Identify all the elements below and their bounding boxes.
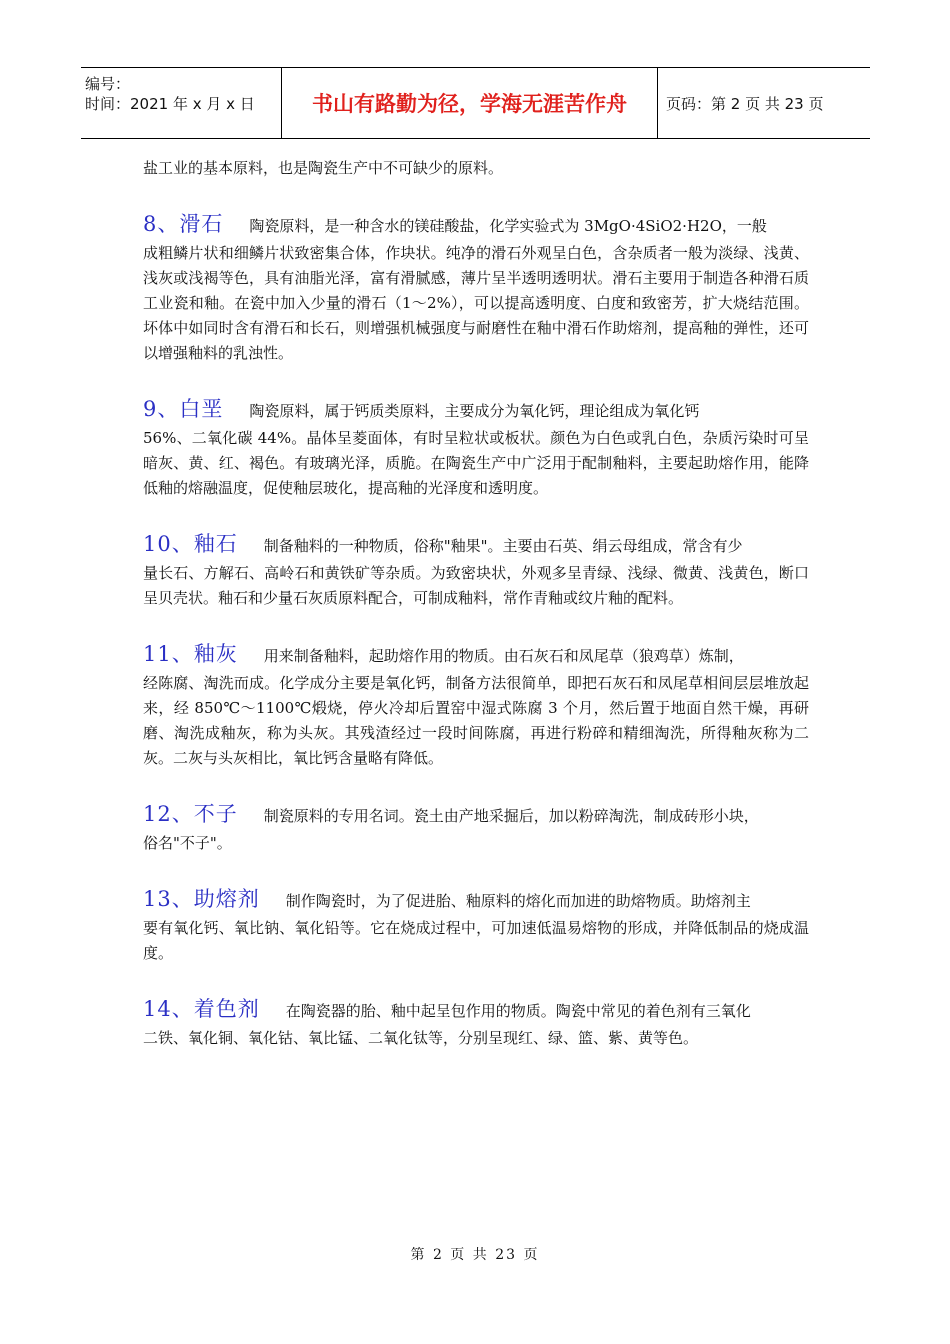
header-meta: [81, 68, 282, 138]
entry-body: 俗名"不子"。: [143, 834, 232, 852]
entry-glaze-stone: [143, 529, 809, 611]
entry-body: 要有氧化钙、氧比钠、氧化铅等。它在烧成过程中，可加速低温易熔物的形成，并降低制品的烧成温度。: [143, 919, 809, 962]
entry-term: 10、釉石: [143, 532, 238, 556]
entry-term: 9、白垩: [143, 397, 224, 421]
header-page-label: 页码：第 2 页 共 23 页: [666, 94, 824, 113]
page-footer: 第 2 页 共 23 页: [410, 1247, 540, 1263]
entry-first-line: 陶瓷原料，属于钙质类原料，主要成分为氧化钙，理论组成为氧化钙: [249, 402, 700, 420]
page-header: [81, 67, 870, 139]
entry-first-line: 制作陶瓷时，为了促进胎、釉原料的熔化而加进的助熔物质。助熔剂主: [285, 892, 751, 910]
entry-term: 8、滑石: [143, 212, 224, 236]
code-label: 编号：: [85, 75, 131, 93]
entry-term: 14、着色剂: [143, 997, 260, 1021]
lead-paragraph: 盐工业的基本原料，也是陶瓷生产中不可缺少的原料。: [143, 159, 504, 177]
entry-body: 量长石、方解石、高岭石和黄铁矿等杂质。为致密块状，外观多呈青绿、浅绿、微黄、浅黄色，断口呈贝壳状。釉石和少量石灰质原料配合，可制成釉料，常作青釉或纹片釉的配料。: [143, 564, 809, 607]
entry-flux: [143, 884, 809, 966]
entry-talc: [143, 209, 809, 366]
entry-term: 13、助熔剂: [143, 887, 260, 911]
entry-glaze-ash: [143, 639, 809, 771]
time-label: 时间：2021 年 x 月 x 日: [85, 95, 255, 113]
entry-first-line: 陶瓷原料，是一种含水的镁硅酸盐，化学实验式为 3MgO·4SiO2·H2O，一般: [249, 217, 767, 235]
entry-first-line: 用来制备釉料，起助熔作用的物质。由石灰石和凤尾草（狼鸡草）炼制，: [263, 647, 744, 665]
header-motto: 书山有路勤为径，学海无涯苦作舟: [282, 68, 658, 138]
entry-body: 二铁、氧化铜、氧化钴、氧比锰、二氧化钛等，分别呈现红、绿、篮、紫、黄等色。: [143, 1029, 699, 1047]
entry-body: 经陈腐、淘洗而成。化学成分主要是氧化钙，制备方法很简单，即把石灰石和凤尾草相间层层堆放起来，经 850℃～1100℃煅烧，停火冷却后置窑中湿式陈腐 3 个月，然后置于地面自然干燥，再研磨、淘洗成釉灰，称为头灰。其残渣经过一段时间陈腐，再进行粉碎和精细淘洗，所得釉灰称为二灰。二灰与头灰相比，氧比钙含量略有降低。: [143, 674, 809, 767]
entry-chalk: [143, 394, 809, 501]
entry-body: 56%、二氧化碳 44%。晶体呈菱面体，有时呈粒状或板状。颜色为白色或乳白色，杂质污染时可呈暗灰、黄、红、褐色。有玻璃光泽，质脆。在陶瓷生产中广泛用于配制釉料，主要起助熔作用，能降低釉的熔融温度，促使釉层玻化，提高釉的光泽度和透明度。: [143, 429, 809, 497]
entry-first-line: 在陶瓷器的胎、釉中起呈包作用的物质。陶瓷中常见的着色剂有三氧化: [285, 1002, 751, 1020]
entry-body: 成粗鳞片状和细鳞片状致密集合体，作块状。纯净的滑石外观呈白色，含杂质者一般为淡绿、浅黄、浅灰或浅褐等色，具有油脂光泽，富有滑腻感，薄片呈半透明透明状。滑石主要用于制造各种滑石质工业瓷和釉。在瓷中加入少量的滑石（1～2%），可以提高透明度、白度和致密芳，扩大烧结范围。坏体中如同时含有滑石和长石，则增强机械强度与耐磨性在釉中滑石作助熔剂，提高釉的弹性，还可以增强釉料的乳浊性。: [143, 244, 809, 362]
entry-first-line: 制备釉料的一种物质，俗称"釉果"。主要由石英、绢云母组成，常含有少: [263, 537, 743, 555]
entry-buzi: [143, 799, 809, 856]
entry-colorant: [143, 994, 809, 1051]
entry-first-line: 制瓷原料的专用名词。瓷土由产地采掘后，加以粉碎淘洗，制成砖形小块，: [263, 807, 759, 825]
entry-term: 12、不子: [143, 802, 238, 826]
document-body: [143, 156, 809, 1051]
entry-term: 11、釉灰: [143, 642, 238, 666]
